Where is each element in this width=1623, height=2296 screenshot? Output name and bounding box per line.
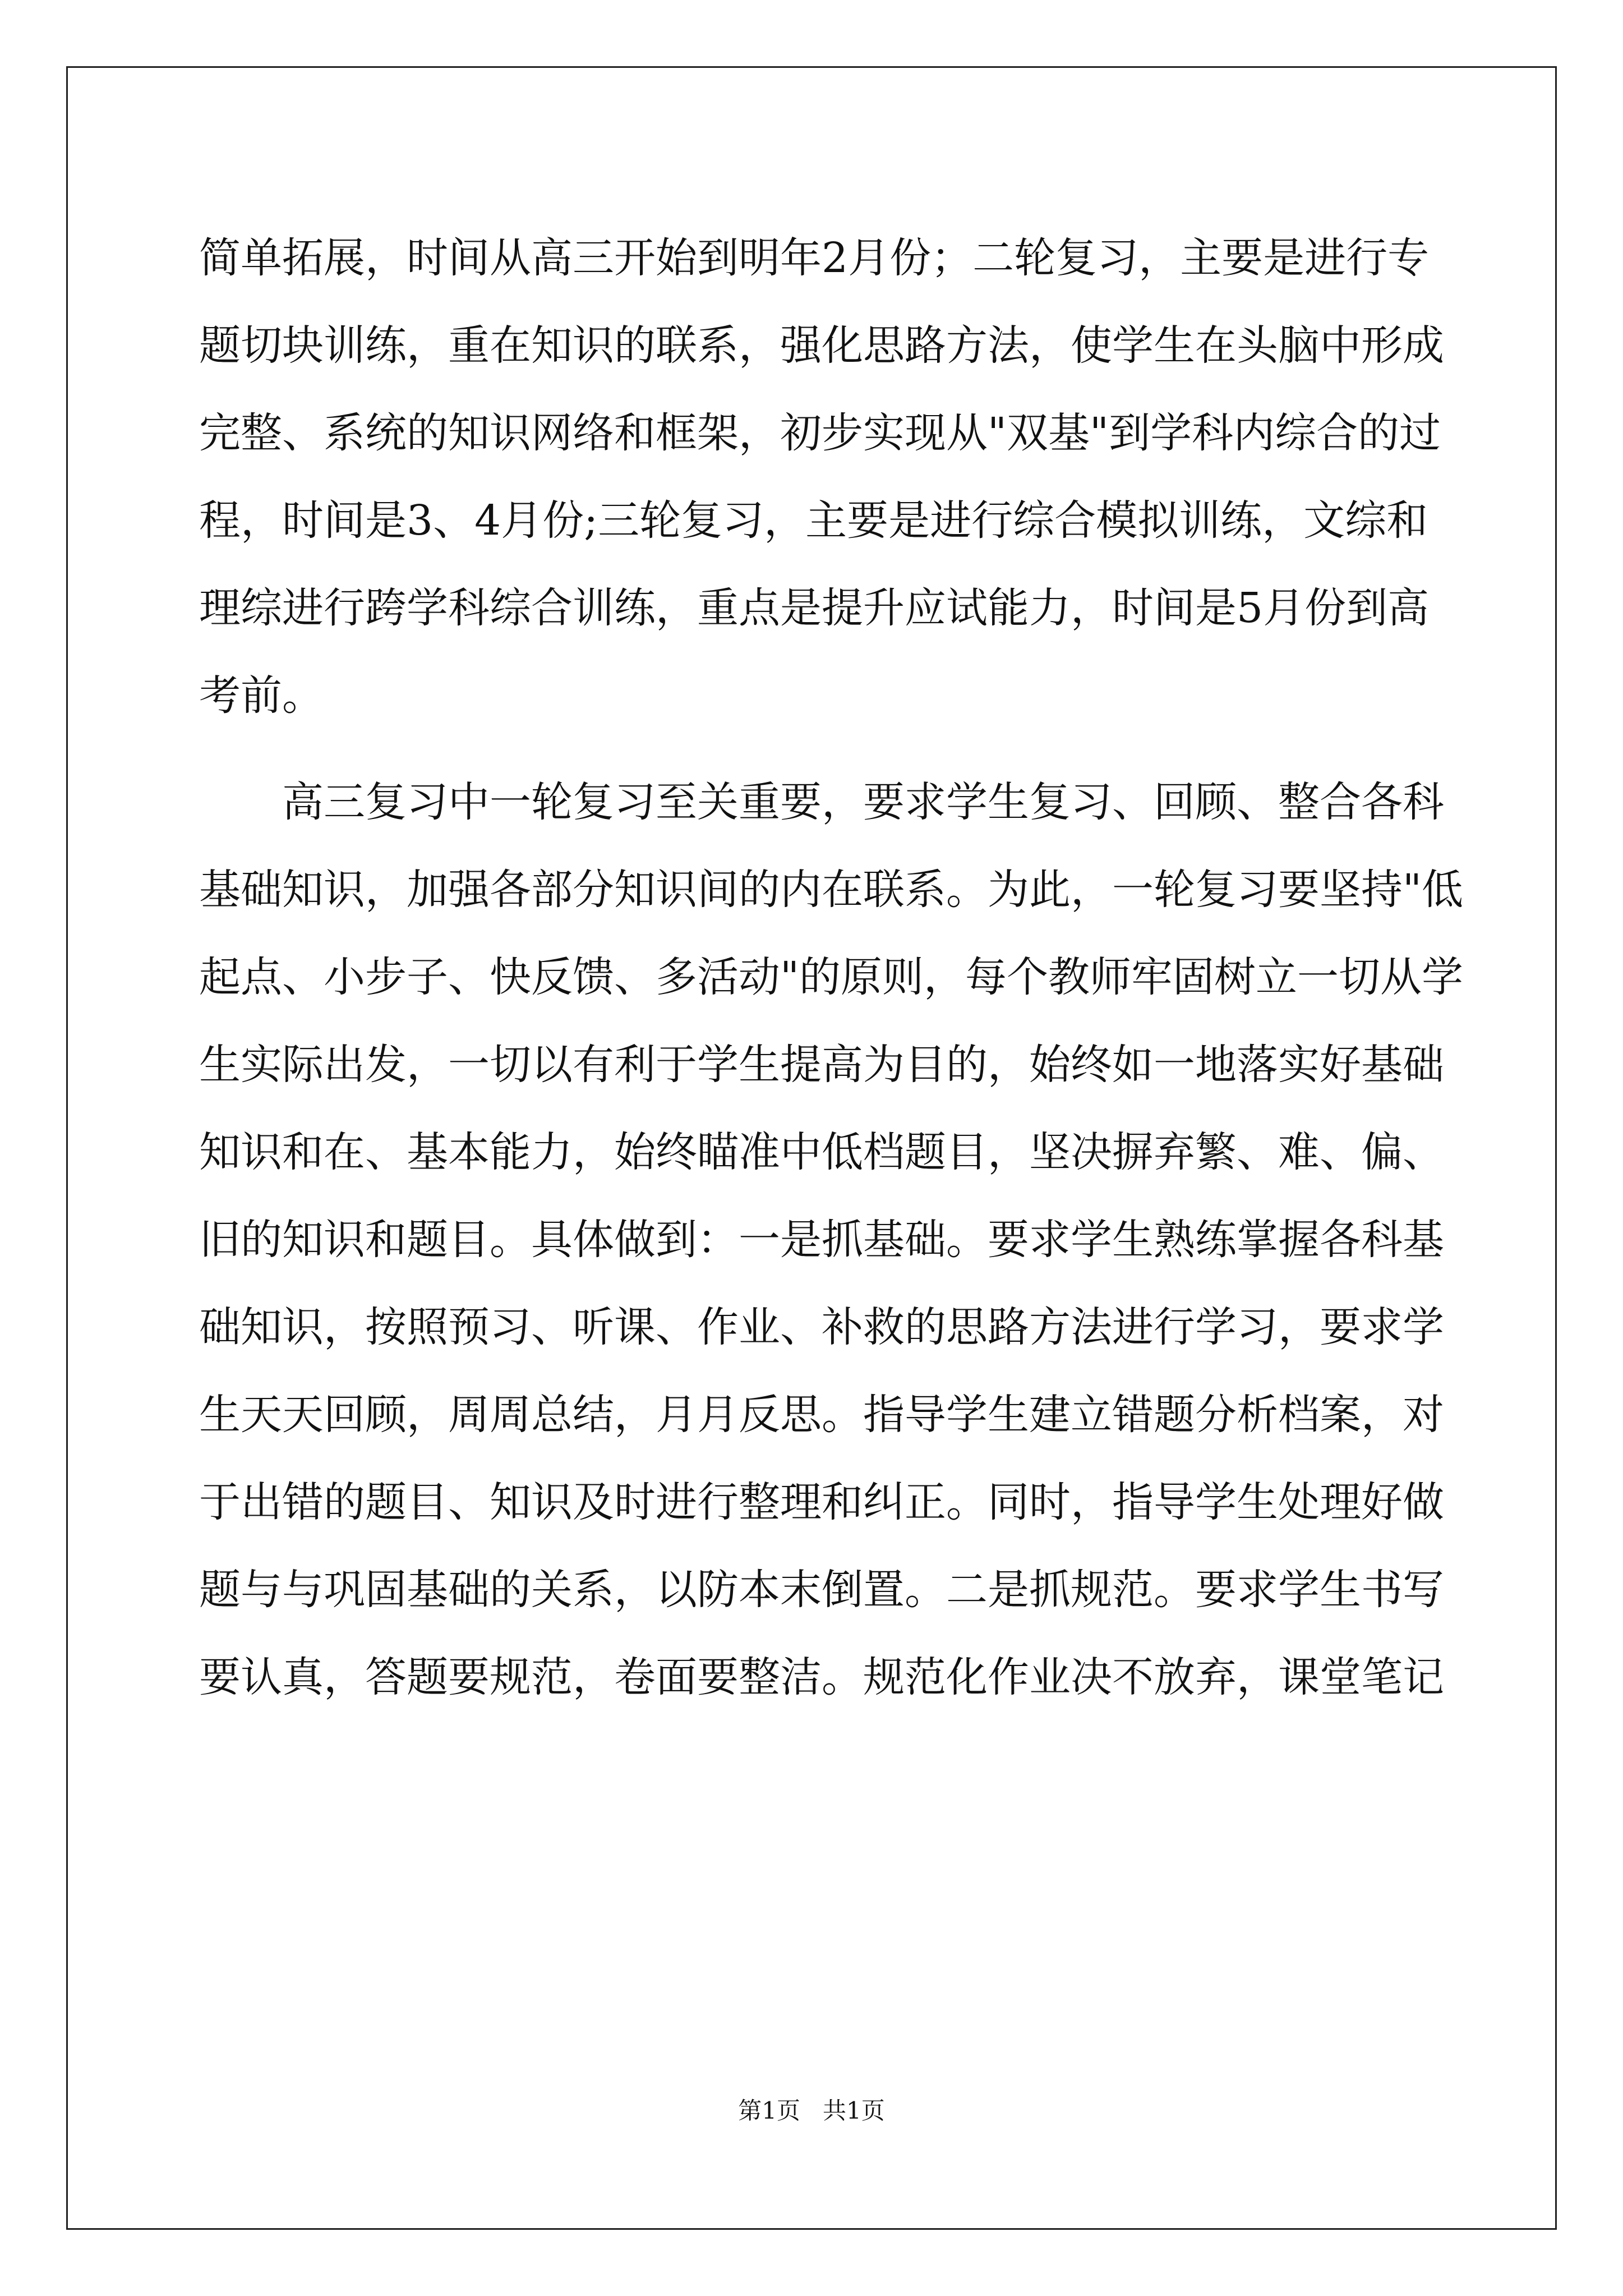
text-line: 简单拓展，时间从高三开始到明年2月份；二轮复习，主要是进行专: [199, 234, 1430, 282]
text-line: 高三复习中一轮复习至关重要，要求学生复习、回顾、整合各科: [282, 778, 1444, 826]
text-line: 知识和在、基本能力，始终瞄准中低档题目，坚决摒弃繁、难、偏、: [199, 1128, 1444, 1176]
text-line: 程，时间是3、4月份;三轮复习，主要是进行综合模拟训练，文综和: [199, 496, 1428, 545]
text-line: 生天天回顾，周周总结，月月反思。指导学生建立错题分析档案，对: [199, 1391, 1444, 1439]
text-line: 理综进行跨学科综合训练，重点是提升应试能力，时间是5月份到高: [199, 584, 1430, 632]
page-footer: 第1页 共1页: [738, 2097, 885, 2124]
document-body: [199, 214, 1464, 1721]
paragraph-spacer: [199, 739, 1427, 758]
text-line: 起点、小步子、快反馈、多活动"的原则，每个教师牢固树立一切从学: [199, 953, 1464, 1001]
paragraph-2: [199, 758, 1464, 1721]
text-line: 题切块训练，重在知识的联系，强化思路方法，使学生在头脑中形成: [199, 321, 1444, 370]
text-line: 完整、系统的知识网络和框架，初步实现从"双基"到学科内综合的过: [199, 409, 1441, 457]
text-line: 基础知识，加强各部分知识间的内在联系。为此，一轮复习要坚持"低: [199, 866, 1464, 914]
text-line: 生实际出发，一切以有利于学生提高为目的，始终如一地落实好基础: [199, 1041, 1444, 1089]
text-line: 题与与巩固基础的关系，以防本末倒置。二是抓规范。要求学生书写: [199, 1566, 1444, 1614]
text-line: 础知识，按照预习、听课、作业、补救的思路方法进行学习，要求学: [199, 1303, 1444, 1351]
text-line: 要认真，答题要规范，卷面要整洁。规范化作业决不放弃，课堂笔记: [199, 1653, 1444, 1701]
text-line: 考前。: [199, 671, 324, 720]
text-line: 于出错的题目、知识及时进行整理和纠正。同时，指导学生处理好做: [199, 1478, 1444, 1526]
paragraph-1: [199, 214, 1444, 739]
text-line: 旧的知识和题目。具体做到：一是抓基础。要求学生熟练掌握各科基: [199, 1216, 1444, 1264]
